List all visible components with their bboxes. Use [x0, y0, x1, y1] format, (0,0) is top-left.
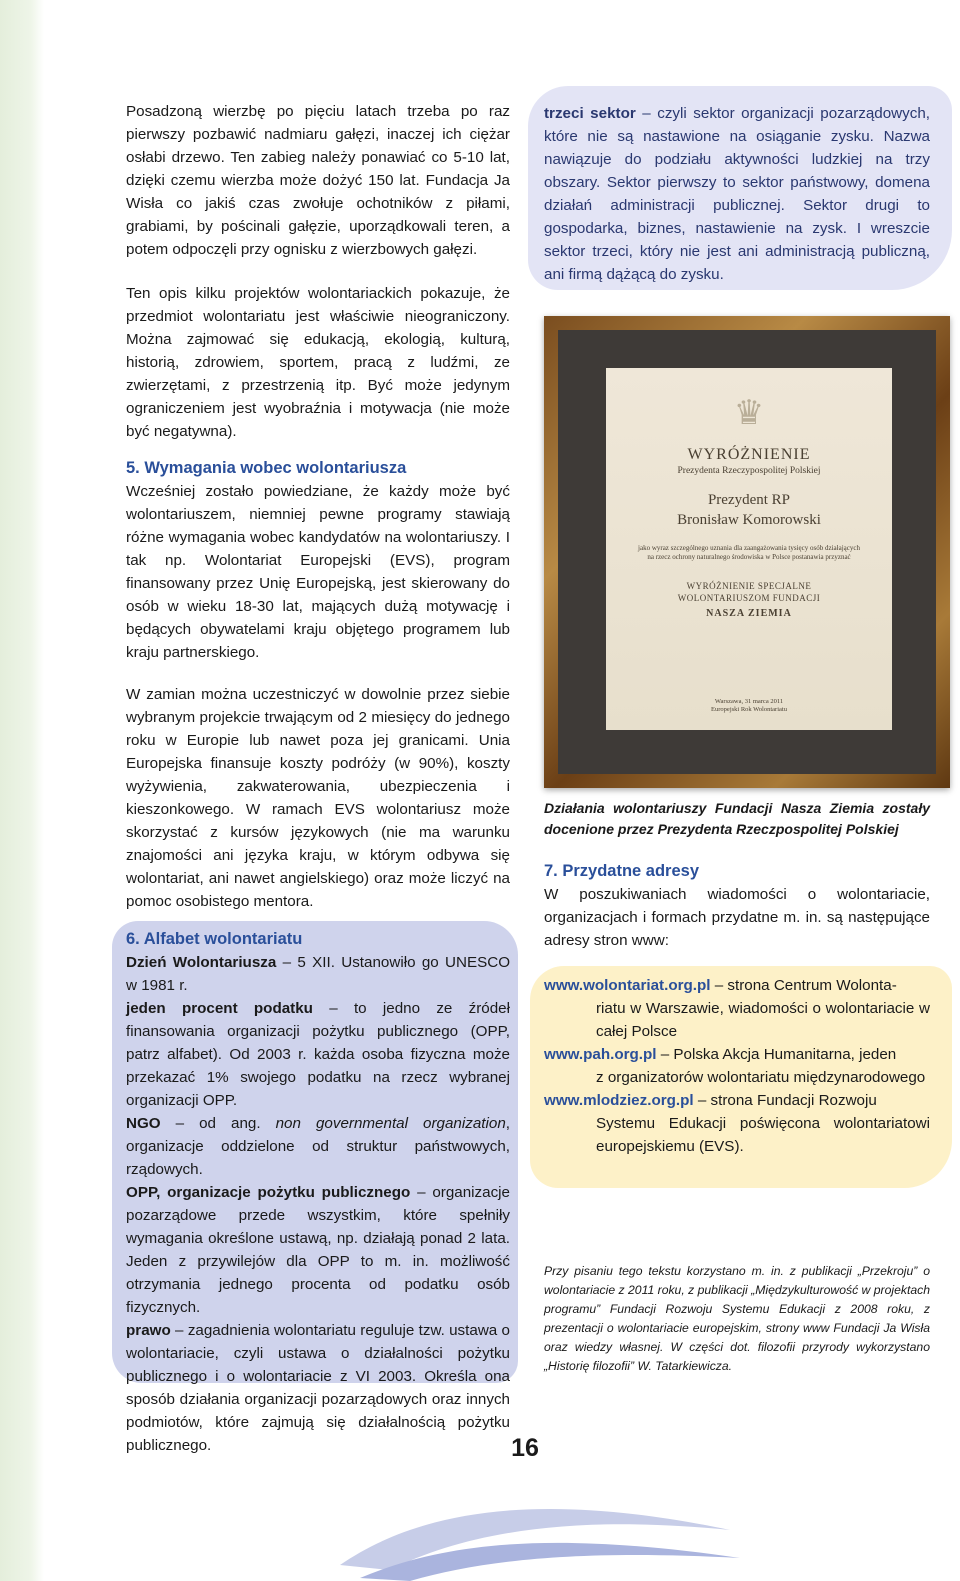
glossary-entry	[126, 997, 510, 1112]
glossary-term: NGO	[126, 1115, 161, 1132]
swoosh-stroke-light	[340, 1509, 730, 1570]
glossary-definition-prefix: – od ang.	[160, 1115, 276, 1132]
address-description-rest: riatu w Warszawie, wiadomości o wolontariacie w całej Polsce	[596, 1000, 930, 1040]
framed-certificate-photo	[544, 316, 950, 788]
glossary-definition: – zagadnienia wolontariatu reguluje tzw. ustawa o wolontariacie, czyli ustawa o działalności pożytku publicznego i o wolontariacie z VI 2003. Określa ona sposób działania organizacji pozarządowych oraz innych podmiotów, które zajmują się działalnością pożytku publicznego.	[126, 1322, 510, 1454]
page-number: 16	[511, 1434, 539, 1462]
certificate-org: NASZA ZIEMIA	[706, 608, 792, 619]
glossary-definition: – organizacje pozarządowe przede wszystkim, które spełniły wymagania określone ustawą, np. działają ponad 2 lata. Jeden z przywilejów dla OPP to m. in. możliwość otrzymania jednego procenta od podatku osób fizycznych.	[126, 1184, 511, 1316]
glossary-italic-term: non governmental organization	[275, 1115, 506, 1132]
certificate-date2: Europejski Rok Wolontariatu	[711, 706, 787, 713]
glossary-entry	[126, 1319, 510, 1457]
glossary-definition: – 5 XII. Ustanowiło go UNESCO w 1981 r.	[126, 954, 511, 994]
address-description-first: – strona Centrum Wolonta-	[710, 977, 897, 994]
address-link[interactable]: www.pah.org.pl	[544, 1046, 657, 1063]
address-link[interactable]: www.wolontariat.org.pl	[544, 977, 711, 994]
glossary-term: jeden procent podatku	[126, 1000, 313, 1017]
glossary-definition: – to jedno ze źródeł finansowania organizacji pożytku publicznego (OPP, patrz alfabet). Od 2003 r. każda osoba fizyczna może przekazać 1% swojego podatku na rzecz wybranej organizacji OPP.	[126, 1000, 511, 1109]
certificate-date1: Warszawa, 31 marca 2011	[714, 698, 784, 705]
frame-mat	[558, 330, 936, 774]
address-list	[544, 974, 930, 1158]
address-link[interactable]: www.mlodziez.org.pl	[544, 1092, 694, 1109]
certificate-subtitle: Prezydenta Rzeczypospolitej Polskiej	[677, 466, 821, 476]
address-item	[544, 974, 930, 1043]
certificate-title: WYRÓŻNIENIE	[687, 446, 811, 463]
eagle-emblem-icon: ♛	[733, 395, 765, 432]
paragraph-evs: W zamian można uczestniczyć w dowolnie przez siebie wybranym projekcie trwającym od 2 miesięcy do jednego roku w Europie lub nawet poza jej granicami. Unia Europejska finansuje koszty podróży (w 90%), koszty wyżywienia, zakwaterowania, ubezpieczenia i kieszonkowego. W ramach EVS wolontariusz może skorzystać z kursów językowych (nie ma warunku znajomości ani języka kraju, w którym odbywa się wolontariat, ani nawet angielskiego) oraz może liczyć na pomoc osobistego mentora.	[126, 686, 510, 910]
third-sector-definition	[544, 102, 930, 286]
address-item	[544, 1089, 930, 1158]
certificate-special2: WOLONTARIUSZOM FUNDACJI	[677, 593, 821, 603]
left-decorative-bar	[0, 0, 44, 1581]
third-sector-term: trzeci sektor	[544, 105, 636, 122]
section-7-title: 7. Przydatne adresy	[544, 862, 699, 880]
section-5	[126, 457, 510, 664]
paragraph-projects: Ten opis kilku projektów wolontariackich pokazuje, że przedmiot wolontariatu jest właściwie nieograniczony. Można zajmować się edukacją, ekologią, kulturą, historią, zdrowiem, sportem, pracą z ludźmi, ze zwierzętami, z przestrzenią itp. Być może jedynym ograniczeniem jest wyobraźnia i motywacja (nie może być negatywna).	[126, 285, 510, 440]
glossary-definition: , organizacje oddzielone od struktur państwowych, rządowych.	[126, 1115, 510, 1178]
third-sector-text: – czyli sektor organizacji pozarządowych, które nie są nastawione na osiąganie zysku. Nazwa nawiązuje do podziału aktywności ludzkiej na trzy obszary. Sektor pierwszy to sektor państwowy, domena działań administracji publicznej. Sektor drugi to gospodarka, biznes, nastawienie na zysk. I wreszcie sektor trzeci, który nie jest ani administracją publiczną, ani firmą dążącą do zysku.	[544, 105, 931, 283]
glossary-entry	[126, 1112, 510, 1181]
section-6-title: 6. Alfabet wolontariatu	[126, 930, 303, 948]
glossary-term: OPP	[126, 1184, 157, 1201]
address-description-first: – Polska Akcja Humanitarna, jeden	[656, 1046, 897, 1063]
glossary-entry	[126, 1181, 510, 1319]
section-6-glossary	[126, 928, 510, 1457]
certificate-date	[606, 698, 892, 714]
paragraph-willow: Posadzoną wierzbę po pięciu latach trzeba po raz pierwszy pozbawić nadmiaru gałęzi, inaczej ich ciężar osłabi drzewo. Ten zabieg należy ponawiać co 5-10 lat, dzięki czemu wierzba może dożyć 150 lat. Fundacja Ja Wisła co jakiś czas zwołuje ochotników z piłami, grabiami, by pościnali gałęzie, uporządkowali teren, a potem odpoczęli przy ognisku z wierzbowych gałęzi.	[126, 103, 510, 258]
section-5-title: 5. Wymagania wobec wolontariusza	[126, 459, 407, 477]
decorative-swoosh	[330, 1470, 750, 1581]
address-description-first: – strona Fundacji Rozwoju	[693, 1092, 877, 1109]
glossary-term: prawo	[126, 1322, 171, 1339]
glossary-term-expansion: , organizacje pożytku publicznego	[156, 1184, 411, 1201]
sources-note: Przy pisaniu tego tekstu korzystano m. in. z publikacji „Przekroju” o wolontariacie z 2011 roku, z publikacji „Międzykulturowość w projektach programu” Fundacji Rozwoju Systemu Edukacji z 2008 roku, z prezentacji o wolontariacie europejskim, strony www Fundacji Ja Wisła oraz wiedzy własnej. W części dot. filozofii przyrody wykorzystano „Historię filozofii” W. Tatarkiewicza.	[544, 1264, 930, 1373]
section-5-text: Wcześniej zostało powiedziane, że każdy może być wolontariuszem, niemniej pewne programy stawiają różne wymagania wobec kandydatów na wolontariuszy. I tak np. Wolontariat Europejski (EVS), program finansowany przez Unię Europejską, jest skierowany do osób w wieku 18-30 lat, mających dużą motywację i będących obywatelami kraju objętego programem lub kraju partnerskiego.	[126, 483, 510, 661]
certificate	[606, 368, 892, 730]
section-7	[544, 860, 930, 952]
certificate-line1: Prezydent RP	[707, 492, 791, 508]
address-description-rest: Systemu Edukacji poświęcona wolontariatowi europejskiemu (EVS).	[596, 1115, 930, 1155]
certificate-small-text: jako wyraz szczególnego uznania dla zaangażowania tysięcy osób działających na rzecz ochrony naturalnego środowiska w Polsce postanawia przyznać	[638, 544, 860, 561]
glossary-term: Dzień Wolontariusza	[126, 954, 277, 971]
glossary-entry	[126, 951, 510, 997]
address-description-rest: z organizatorów wolontariatu międzynarodowego	[596, 1069, 926, 1086]
certificate-line2: Bronisław Komorowski	[677, 512, 821, 528]
address-item	[544, 1043, 930, 1089]
photo-caption: Działania wolontariuszy Fundacji Nasza Ziemia zostały docenione przez Prezydenta Rzeczpospolitej Polskiej	[544, 800, 930, 837]
section-7-text: W poszukiwaniach wiadomości o wolontariacie, organizacjach i formach przydatne m. in. są następujące adresy stron www:	[544, 886, 930, 949]
certificate-special1: WYRÓŻNIENIE SPECJALNE	[686, 581, 812, 591]
